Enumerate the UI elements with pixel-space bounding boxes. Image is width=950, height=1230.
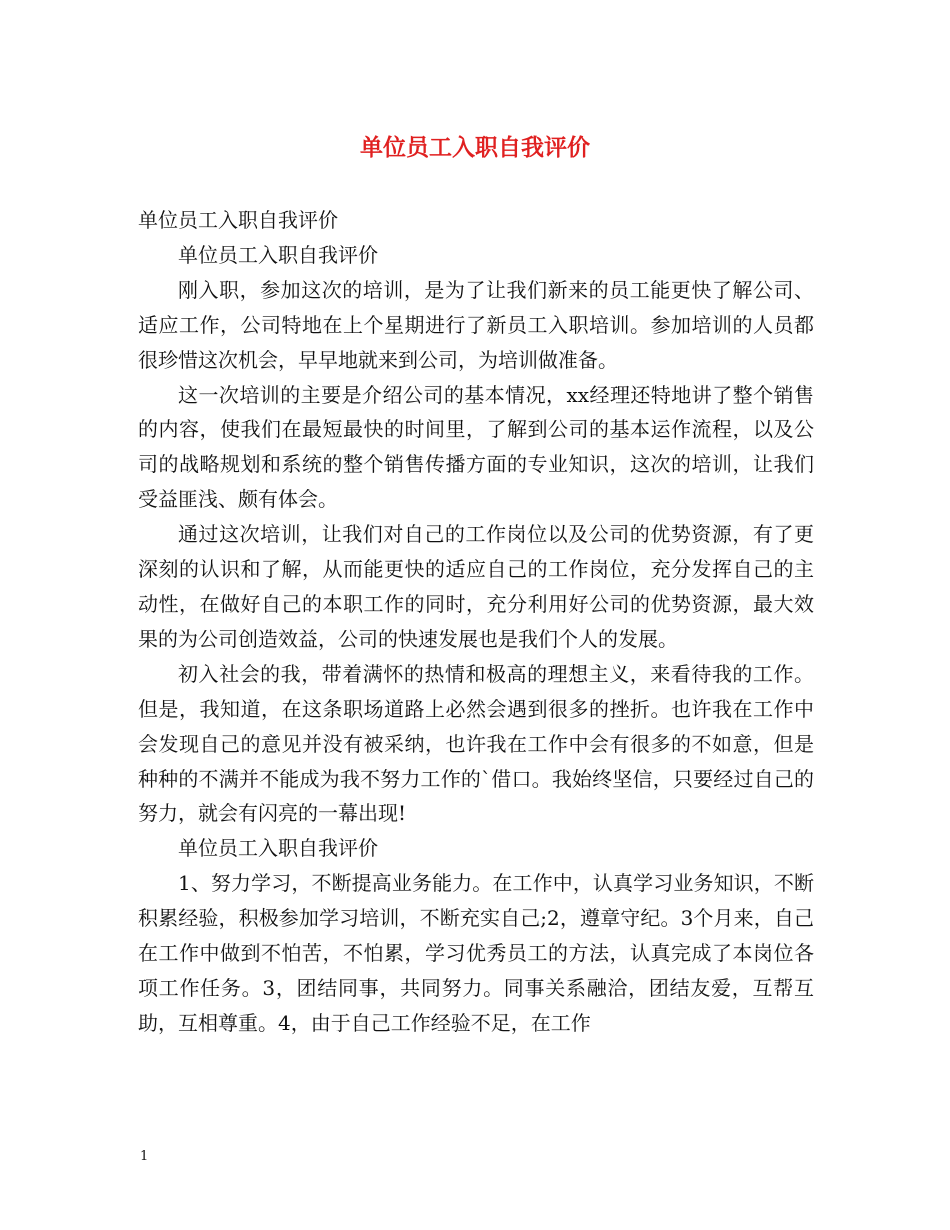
paragraph-4: 初入社会的我，带着满怀的热情和极高的理想主义，来看待我的工作。但是，我知道，在这条职场道路上必然会遇到很多的挫折。也许我在工作中会发现自己的意见并没有被采纳，也许我在工作中会有很多的不如意，但是种种的不满并不能成为我不努力工作的`借口。我始终坚信，只要经过自己的努力，就会有闪亮的一幕出现! <box>138 661 814 826</box>
page-number: 1 <box>140 1149 149 1164</box>
paragraph-heading-1: 单位员工入职自我评价 <box>138 208 338 232</box>
paragraph-heading-3: 单位员工入职自我评价 <box>178 836 378 861</box>
paragraph-1: 刚入职，参加这次的培训，是为了让我们新来的员工能更快了解公司、适应工作，公司特地在上个星期进行了新员工入职培训。参加培训的人员都很珍惜这次机会，早早地就来到公司，为培训做准备。 <box>138 277 814 372</box>
document-title: 单位员工入职自我评价 <box>360 134 590 161</box>
paragraph-2: 这一次培训的主要是介绍公司的基本情况，xx经理还特地讲了整个销售的内容，使我们在最短最快的时间里，了解到公司的基本运作流程，以及公司的战略规划和系统的整个销售传播方面的专业知识，这次的培训，让我们受益匪浅、颇有体会。 <box>138 382 814 512</box>
paragraph-3: 通过这次培训，让我们对自己的工作岗位以及公司的优势资源，有了更深刻的认识和了解，从而能更快的适应自己的工作岗位，充分发挥自己的主动性，在做好自己的本职工作的同时，充分利用好公司的优势资源，最大效果的为公司创造效益，公司的快速发展也是我们个人的发展。 <box>138 522 814 651</box>
document-body <box>138 203 814 1041</box>
paragraph-heading-2: 单位员工入职自我评价 <box>178 242 378 267</box>
paragraph-5: 1、努力学习，不断提高业务能力。在工作中，认真学习业务知识，不断积累经验，积极参加学习培训，不断充实自己;2，遵章守纪。3个月来，自己在工作中做到不怕苦，不怕累，学习优秀员工的方法，认真完成了本岗位各项工作任务。3，团结同事，共同努力。同事关系融洽，团结友爱，互帮互助，互相尊重。4，由于自己工作经验不足，在工作 <box>138 871 814 1035</box>
